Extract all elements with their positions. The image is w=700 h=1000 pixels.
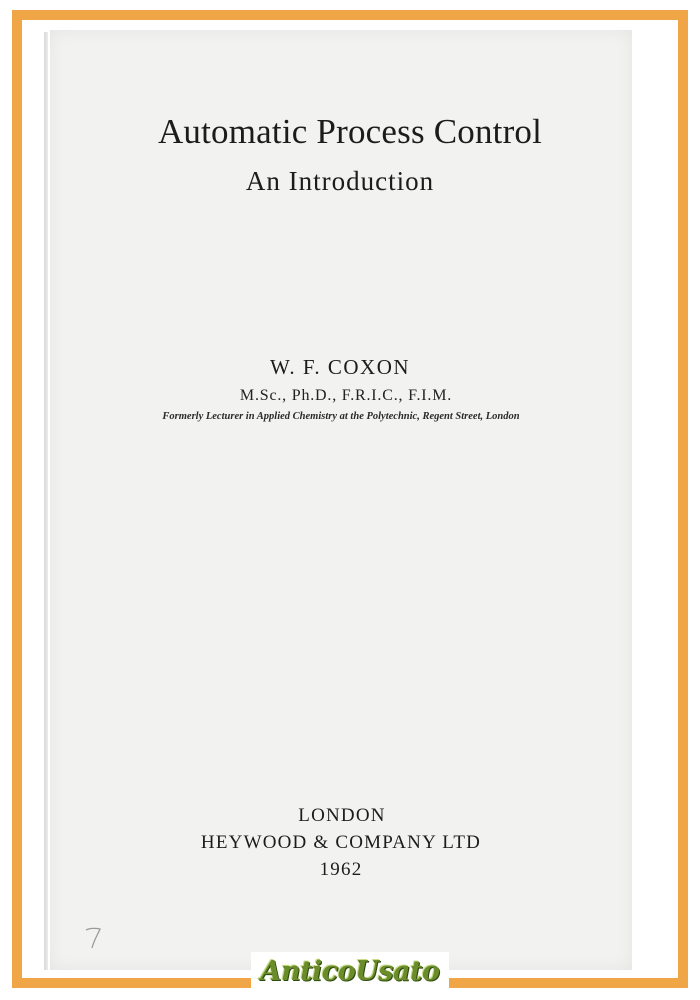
publisher-city: LONDON [298,805,386,826]
publication-year: 1962 [319,859,363,880]
pencil-mark-icon [80,922,110,952]
watermark [0,952,700,992]
author-affiliation: Formerly Lecturer in Applied Chemistry at the Polytechnic, Regent Street, London [162,411,520,422]
author-degrees: M.Sc., Ph.D., F.R.I.C., F.I.M. [239,387,453,404]
anticousato-logo: AnticoUsato [251,952,450,992]
publisher-name: HEYWOOD & COMPANY LTD [200,832,482,853]
book-title: Automatic Process Control [157,112,543,151]
book-subtitle: An Introduction [245,166,435,196]
author-name: W. F. COXON [269,355,411,379]
